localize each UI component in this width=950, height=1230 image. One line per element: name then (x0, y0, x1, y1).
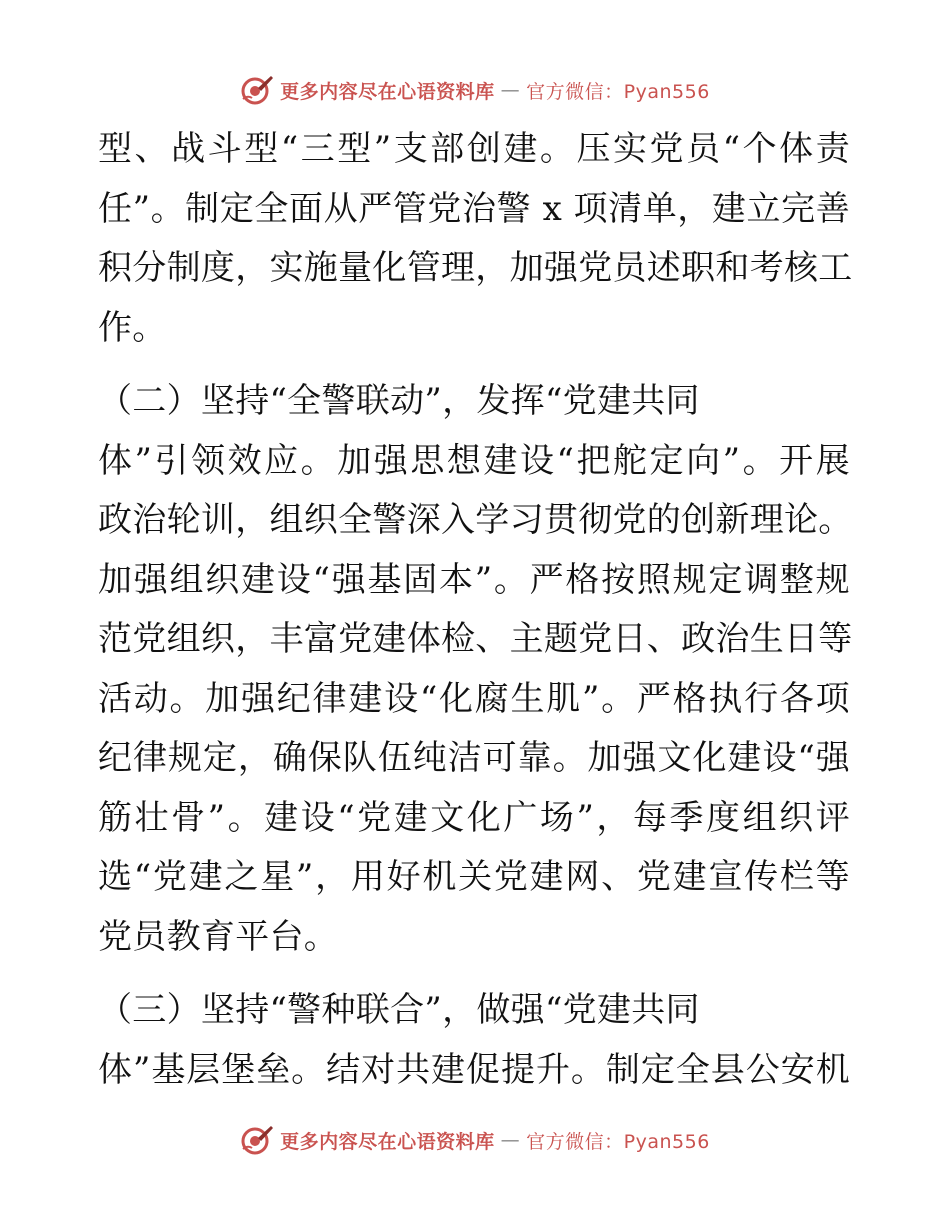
footer-watermark (0, 1122, 950, 1158)
text-line: 加强组织建设“强基固本”。严格按照规定调整规 (98, 559, 850, 600)
pen-logo-icon (240, 73, 274, 107)
watermark-main-text: 更多内容尽在心语资料库 (280, 1130, 495, 1153)
text-line: 党员教育平台。 (98, 916, 339, 957)
text-line: 活动。加强纪律建设“化腐生肌”。严格执行各项 (98, 678, 850, 719)
paragraph-3 (98, 981, 850, 1100)
text-line: 范党组织，丰富党建体检、主题党日、政治生日等 (98, 619, 853, 659)
text-line: 纪律规定，确保队伍纯洁可靠。加强文化建设“强 (98, 738, 850, 778)
watermark-main-text: 更多内容尽在心语资料库 (280, 80, 495, 103)
text-line: 任”。制定全面从严管党治警 x 项清单，建立完善 (98, 188, 850, 229)
watermark-dash: — (500, 79, 521, 101)
text-line: 型、战斗型“三型”支部创建。压实党员“个体责 (98, 129, 850, 169)
watermark-wechat-text: 官方微信：Pyan556 (526, 1130, 710, 1153)
text-line: 筋壮骨”。建设“党建文化广场”，每季度组织评 (98, 797, 850, 838)
paragraph-1 (98, 120, 853, 358)
watermark-dash: — (500, 1129, 521, 1151)
document-body (98, 120, 853, 1100)
section-heading-line: （二）坚持“全警联动”，发挥“党建共同 (98, 381, 700, 421)
watermark-wechat-text: 官方微信：Pyan556 (526, 80, 710, 103)
header-watermark (0, 72, 950, 108)
paragraph-2 (98, 372, 853, 967)
text-line: 政治轮训，组织全警深入学习贯彻党的创新理论。 (98, 500, 853, 540)
text-line: 选“党建之星”，用好机关党建网、党建宣传栏等 (98, 857, 850, 897)
text-line: 作。 (98, 307, 167, 348)
text-line: 体”引领效应。加强思想建设“把舵定向”。开展 (98, 440, 850, 481)
section-heading-line: （三）坚持“警种联合”，做强“党建共同 (98, 990, 700, 1030)
text-line: 体”基层堡垒。结对共建促提升。制定全县公安机 (98, 1049, 850, 1090)
text-line: 积分制度，实施量化管理，加强党员述职和考核工 (98, 248, 853, 288)
pen-logo-icon (240, 1123, 274, 1157)
